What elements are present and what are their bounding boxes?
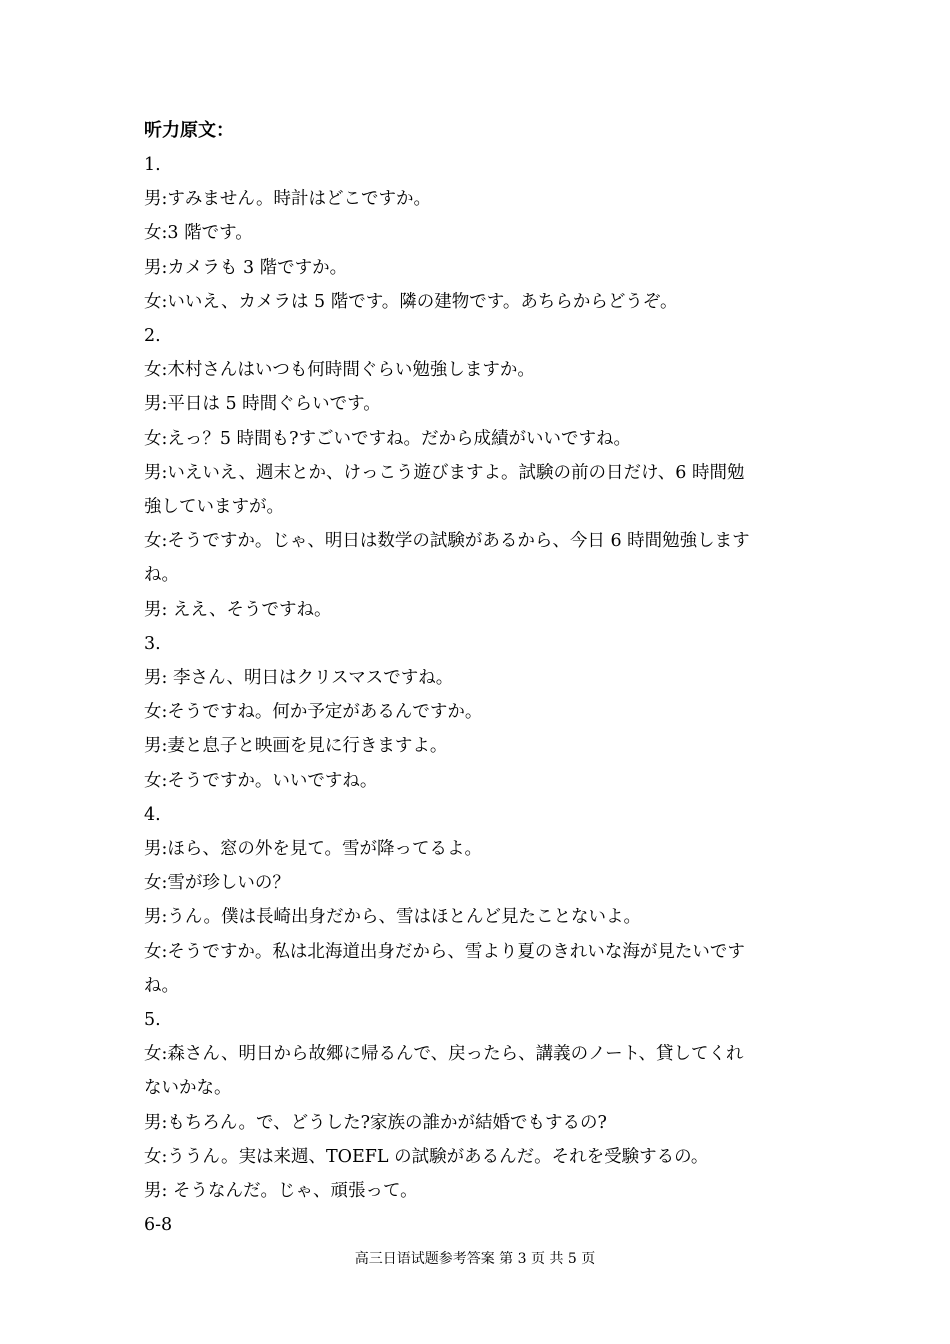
question-number: 6-8 bbox=[144, 1215, 173, 1236]
dialogue-line: 男:平日は 5 時間ぐらいです。 bbox=[144, 394, 381, 415]
dialogue-line: 男: そうなんだ。じゃ、頑張って。 bbox=[144, 1181, 418, 1202]
dialogue-line: 女:木村さんはいつも何時間ぐらい勉強しますか。 bbox=[144, 360, 535, 381]
dialogue-line: 女:えっ？5 時間も?すごいですね。だから成績がいいですね。 bbox=[144, 428, 631, 449]
question-number: 2. bbox=[144, 326, 161, 347]
question-number: 3. bbox=[144, 633, 161, 654]
page-footer: 高三日语试题参考答案 第 3 页 共 5 页 bbox=[354, 1251, 596, 1267]
dialogue-line: 男:ほら、窓の外を見て。雪が降ってるよ。 bbox=[144, 839, 483, 860]
dialogue-line: 女:ううん。実は来週、TOEFL の試験があるんだ。それを受験するの。 bbox=[144, 1146, 709, 1167]
dialogue-line: 男:カメラも 3 階ですか。 bbox=[144, 257, 348, 278]
dialogue-line: 男: 李さん、明日はクリスマスですね。 bbox=[144, 668, 454, 689]
question-number: 5. bbox=[144, 1010, 161, 1031]
dialogue-line: 男:すみません。時計はどこですか。 bbox=[144, 189, 431, 210]
dialogue-line-continuation: ね。 bbox=[144, 975, 179, 996]
question-number: 1. bbox=[144, 155, 161, 175]
dialogue-line: 男:うん。僕は長崎出身だから、雪はほとんど見たことないよ。 bbox=[144, 907, 641, 928]
dialogue-line: 女:そうですか。私は北海道出身だから、雪より夏のきれいな海が見たいです bbox=[144, 941, 745, 962]
dialogue-line: 男: ええ、そうですね。 bbox=[144, 599, 332, 620]
question-number: 4. bbox=[144, 804, 161, 825]
transcript-lines bbox=[144, 148, 816, 1243]
dialogue-line: 女:そうですか。いいですね。 bbox=[144, 770, 378, 791]
dialogue-line-continuation: ないかな。 bbox=[144, 1078, 232, 1099]
dialogue-line: 男:いえいえ、週末とか、けっこう遊びますよ。試験の前の日だけ、6 時間勉 bbox=[144, 462, 745, 483]
dialogue-line: 女:いいえ、カメラは 5 階です。隣の建物です。あちらからどうぞ。 bbox=[144, 291, 678, 312]
dialogue-line: 男:もちろん。で、どうした?家族の誰かが結婚でもするの? bbox=[144, 1112, 607, 1133]
dialogue-line: 女:そうですか。じゃ、明日は数学の試験があるから、今日 6 時間勉強します bbox=[144, 531, 750, 552]
dialogue-line: 男:妻と息子と映画を見に行きますよ。 bbox=[144, 736, 448, 757]
dialogue-line: 女:森さん、明日から故郷に帰るんで、戻ったら、講義のノート、貸してくれ bbox=[144, 1044, 744, 1065]
dialogue-line-continuation: ね。 bbox=[144, 565, 179, 586]
dialogue-line-continuation: 強していますが。 bbox=[144, 497, 284, 518]
dialogue-line: 女:そうですね。何か予定があるんですか。 bbox=[144, 702, 483, 723]
section-heading: 听力原文： bbox=[144, 120, 234, 141]
transcript-body bbox=[144, 114, 816, 1243]
dialogue-line: 女:雪が珍しいの？ bbox=[144, 873, 290, 894]
dialogue-line: 女:3 階です。 bbox=[144, 223, 253, 244]
